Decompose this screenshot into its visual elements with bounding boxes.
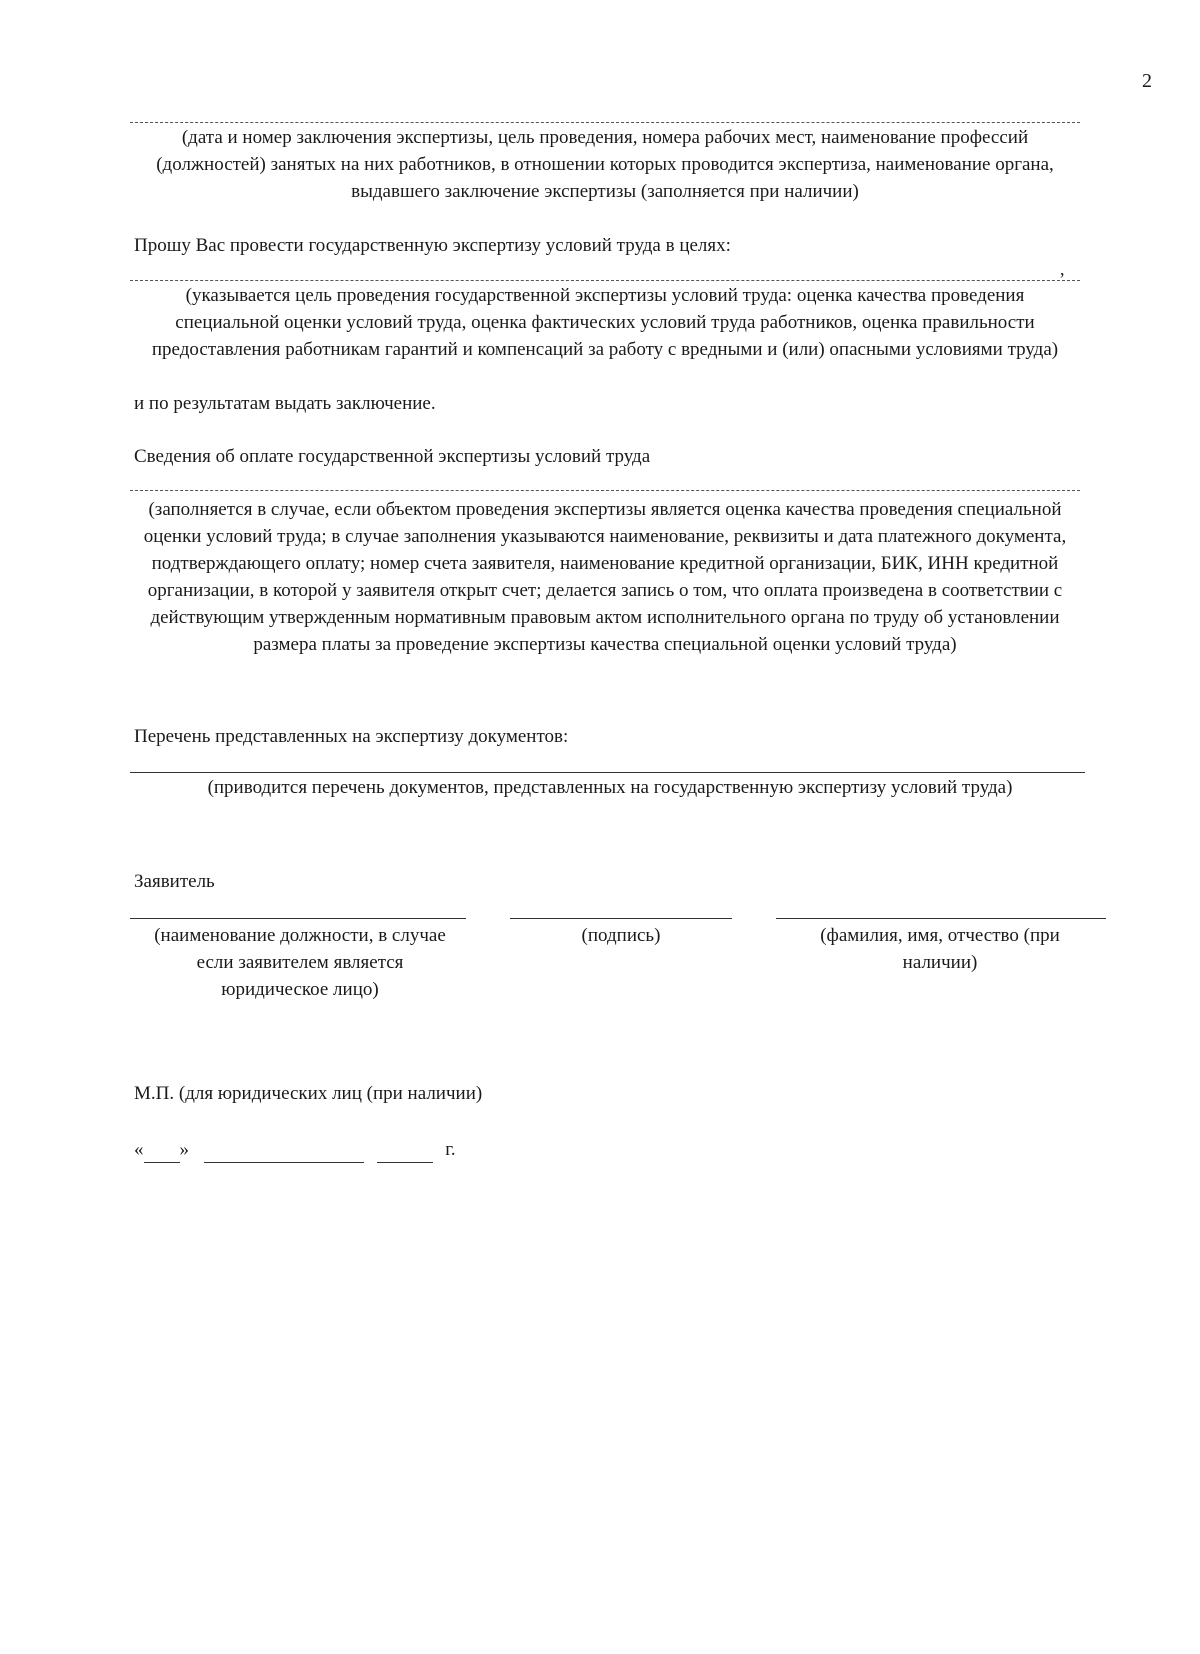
payment-label: Сведения об оплате государственной экспертизы условий труда [134, 446, 651, 467]
signature-hint: (подпись) [581, 925, 661, 946]
date-line [134, 1136, 554, 1163]
name-field-line[interactable] [776, 918, 1106, 919]
date-month-field[interactable] [204, 1144, 364, 1163]
page-number: 2 [1142, 70, 1152, 92]
date-close-quote: » [179, 1139, 189, 1160]
date-day-field[interactable] [144, 1144, 180, 1163]
documents-hint: (приводится перечень документов, представленных на государственную экспертизу условий труда) [207, 777, 1013, 798]
purpose-field-line[interactable] [130, 280, 1080, 281]
name-hint: (фамилия, имя, отчество (при наличии) [820, 925, 1060, 973]
request-text: Прошу Вас провести государственную экспертизу условий труда в целях: [134, 235, 731, 256]
payment-field-line[interactable] [130, 490, 1080, 491]
date-year-suffix: г. [445, 1139, 456, 1160]
documents-label: Перечень представленных на экспертизу документов: [134, 726, 569, 747]
applicant-label: Заявитель [134, 871, 215, 892]
stamp-text: М.П. (для юридических лиц (при наличии) [134, 1083, 483, 1104]
signature-field-line[interactable] [510, 918, 732, 919]
conclusion-field-line[interactable] [130, 122, 1080, 123]
date-year-field[interactable] [377, 1144, 433, 1163]
payment-hint: (заполняется в случае, если объектом проведения экспертизы является оценка качества проведения специальной оценки условий труда; в случае заполнения указываются наименование, реквизиты и дата платежного документа, подтверждающего оплату; номер счета заявителя, наименование кредитной организации, БИК, ИНН кредитной организации, в которой у заявителя открыт счет; делается запись о том, что оплата произведена в соответствии с действующим утвержденным нормативным правовым актом исполнительного органа по труду об установлении размера платы за проведение экспертизы качества специальной оценки условий труда) [143, 499, 1067, 655]
purpose-hint: (указывается цель проведения государственной экспертизы условий труда: оценка качества проведения специальной оценки условий труда, оценка фактических условий труда работников, оценка правильности предоставления работникам гарантий и компенсаций за работу с вредными и (или) опасными условиями труда) [151, 285, 1059, 360]
documents-field-line[interactable] [130, 772, 1085, 773]
result-text: и по результатам выдать заключение. [134, 393, 436, 414]
date-open-quote: « [134, 1139, 144, 1160]
conclusion-hint: (дата и номер заключения экспертизы, цель проведения, номера рабочих мест, наименование профессий (должностей) занятых на них работников, в отношении которых проводится экспертиза, наименование органа, выдавшего заключение экспертизы (заполняется при наличии) [156, 127, 1054, 202]
purpose-comma: , [1060, 259, 1065, 279]
position-hint: (наименование должности, в случае если заявителем является юридическое лицо) [154, 925, 446, 1000]
position-field-line[interactable] [130, 918, 466, 919]
